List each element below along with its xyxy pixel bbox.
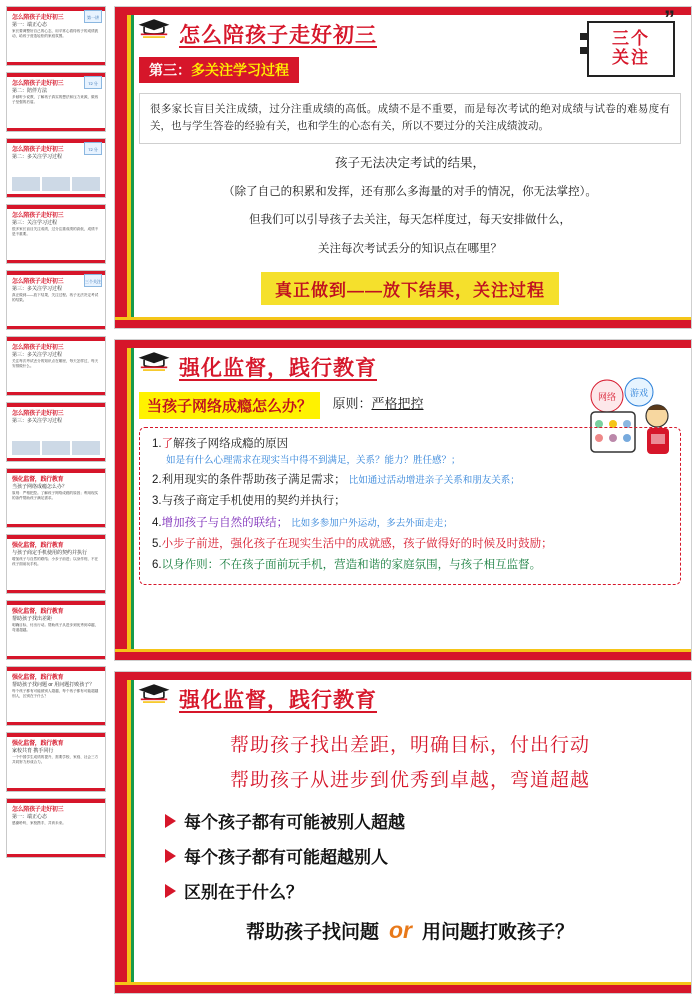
thumbnail-slide-3[interactable] [6, 138, 106, 198]
thumbnail-footer-band [7, 458, 105, 461]
list-item [152, 536, 670, 553]
slide-left-red-bar [115, 7, 127, 328]
thumbnail-image-row [12, 177, 100, 191]
thumbnail-body: 明确目标，付出行动。帮助孩子从进步到优秀到卓越，弯道超越。 [12, 623, 99, 633]
thumbnail-subtitle: 第三：多关注学习过程 [12, 418, 63, 424]
triangle-bullet-icon [165, 884, 176, 898]
triangle-bullet-icon [165, 814, 176, 828]
thumbnail-footer-band [7, 194, 105, 197]
item-note: 如是有什么心理需求在现实当中得不到满足，关系？能力？胜任感？； [166, 454, 461, 466]
slide-2-list-box [139, 427, 681, 586]
slide-bottom-red-bar [115, 985, 691, 993]
slide-viewer [112, 0, 700, 1000]
item-number: 4. [152, 516, 162, 529]
thumbnail-slide-11[interactable] [6, 666, 106, 726]
slide-3-line-2: 帮助孩子从进步到优秀到卓越，弯道超越 [229, 770, 590, 792]
slide-1-final-banner: 真正做到——放下结果，关注过程 [261, 272, 559, 305]
slide-left-green-bar [131, 672, 134, 993]
thumbnail-footer-band [7, 326, 105, 329]
slide-left-red-bar [115, 672, 127, 993]
thumbnail-footer-band [7, 524, 105, 527]
thumbnail-subtitle: 第三：多关注学习过程 [12, 286, 63, 292]
svg-text:游戏: 游戏 [629, 388, 649, 399]
slide-1-center-line-4: 关注每次考试丢分的知识点在哪里？ [318, 242, 502, 255]
slide-1-paragraph: 很多家长盲目关注成绩，过分注重成绩的高低。成绩不是不重要，而是每次考试的绝对成绩与试卷的难易度有关，也与学生答卷的经验有关，也和学生的心态有关，所以不要过分的关注成绩波动。 [139, 93, 681, 144]
item-text: 解孩子网络成瘾的原因 [173, 437, 289, 450]
item-number: 3. [152, 495, 162, 508]
item-text: 增加孩子与自然的联结； [161, 516, 289, 529]
thumbnail-body: 每个孩子都有可能被别人超越，每个孩子都有可能超越别人，区别在于什么？ [12, 689, 99, 699]
callout-line-1: 三个 [612, 29, 650, 49]
item-lead: 了 [161, 437, 174, 450]
thumbnail-subtitle: 第三：多关注学习过程 [12, 352, 63, 358]
item-number: 2. [152, 474, 162, 487]
thumbnail-slide-2[interactable] [6, 72, 106, 132]
slide-2-headline: 强化监督，践行教育 [179, 356, 377, 380]
callout-line-2: 关注 [612, 48, 650, 67]
slide-1-subtitle-bar [139, 57, 299, 83]
thumbnail-body: 感谢聆听，家校携手，共育未来。 [12, 821, 66, 825]
thumbnail-title: 怎么陪孩子走好初三 [12, 81, 64, 87]
slide-3-content [139, 682, 681, 979]
thumbnail-title: 怎么陪孩子走好初三 [12, 213, 64, 219]
item-text: 小步子前进，强化孩子在现实生活中的成就感，孩子做得好的时候及时鼓励； [161, 537, 553, 550]
thumbnail-title: 怎么陪孩子走好初三 [12, 15, 64, 21]
bullet-label: 每个孩子都有可能超越别人 [184, 848, 388, 868]
subtitle-highlight: 多关注学习过程 [191, 62, 289, 78]
quote-mark: ” [664, 6, 677, 31]
thumbnail-footer-band [7, 722, 105, 725]
thumbnail-footer-band [7, 392, 105, 395]
slide-2-question-bar: 当孩子网络成瘾怎么办？ [139, 392, 320, 419]
thumbnail-subtitle: 家校共育 携手同行 [12, 748, 54, 754]
thumbnail-subtitle: 第二：多关注学习过程 [12, 154, 63, 160]
bullet-label: 每个孩子都有可能被别人超越 [184, 813, 405, 833]
principle-value: 严格把控 [371, 395, 424, 411]
list-item [152, 472, 670, 489]
list-item [152, 436, 670, 469]
item-note: 比如通过活动增进亲子关系和朋友关系； [348, 475, 520, 487]
item-text: 与孩子商定手机使用的契约并执行； [161, 495, 346, 508]
slide-left-red-bar [115, 340, 127, 661]
thumbnail-slide-1[interactable] [6, 6, 106, 66]
slide-left-green-bar [131, 340, 134, 661]
thumbnail-slide-7[interactable] [6, 402, 106, 462]
thumbnail-body: 一个中国学生成绩的提升，需要学校、家庭、社会三方共同努力形成合力。 [12, 755, 99, 765]
item-text: 利用现实的条件帮助孩子满足需求； [161, 474, 346, 487]
thumbnail-subtitle: 第二：陪伴方法 [12, 88, 48, 94]
thumbnail-title: 强化监督，践行教育 [12, 609, 64, 615]
thumbnail-footer-band [7, 590, 105, 593]
slide-1-center-line-1: 孩子无法决定考试的结果， [334, 155, 485, 170]
thumbnail-badge: 72 分 [84, 76, 102, 89]
slide-1-center-line-3: 但我们可以引导孩子去关注，每天怎样度过，每天安排做什么， [249, 214, 571, 227]
slide-2-content [139, 350, 681, 647]
thumbnail-slide-6[interactable] [6, 336, 106, 396]
thumbnail-body: 原则：严格把控。了解孩子网络成瘾的原因；利用现实的条件帮助孩子满足需求。 [12, 491, 99, 501]
slide-3-bullet-list [165, 808, 681, 903]
thumbnail-title: 强化监督，践行教育 [12, 543, 64, 549]
thumbnail-subtitle: 第一：端正心态 [12, 22, 48, 28]
item-note: 比如多参加户外运动，多去外面走走； [291, 517, 453, 529]
thumbnail-title: 强化监督，践行教育 [12, 675, 64, 681]
slide-bottom-red-bar [115, 320, 691, 328]
slide-3[interactable] [114, 671, 692, 994]
principle-label: 原则： [332, 395, 372, 411]
thumbnail-title: 强化监督，践行教育 [12, 741, 64, 747]
thumbnail-body: 增加孩子与自然的联结；小步子前进；以身作则，不在孩子面前玩手机。 [12, 557, 99, 567]
thumbnail-footer-band [7, 260, 105, 263]
thumbnail-subtitle: 帮助孩子找问题 or 用问题打败孩子？ [12, 682, 95, 688]
slide-bottom-red-bar [115, 652, 691, 660]
slide-3-headline: 强化监督，践行教育 [179, 689, 377, 713]
thumbnail-subtitle: 第一：端正心态 [12, 814, 48, 820]
thumbnail-body: 多倾听少说教，了解孩子真实的想法和压力来源，做孩子坚强的后盾。 [12, 95, 99, 105]
thumbnail-slide-4[interactable] [6, 204, 106, 264]
item-number: 5. [152, 537, 162, 550]
thumbnail-slide-8[interactable] [6, 468, 106, 528]
svg-text:网络: 网络 [597, 392, 617, 403]
item-text: 以身作则：不在孩子面前玩手机，营造和谐的家庭氛围，与孩子相互监督。 [161, 559, 542, 572]
thumbnail-footer-band [7, 62, 105, 65]
slide-2-principle [332, 393, 423, 412]
triangle-bullet-icon [165, 849, 176, 863]
bullet-item [165, 843, 681, 868]
slide-top-red-bar [115, 7, 691, 15]
subtitle-prefix: 第三： [149, 62, 191, 78]
thumbnail-title: 怎么陪孩子走好初三 [12, 807, 64, 813]
slide-1-headline: 怎么陪孩子走好初三 [179, 24, 377, 47]
slide-1-center-line-2: （除了自己的积累和发挥，还有那么多海量的对手的情况，你无法掌控）。 [223, 185, 597, 198]
thumbnail-badge: 第一讲 [84, 10, 102, 23]
final-right-text: 用问题打败孩子？ [422, 922, 575, 944]
thumbnail-badge: 72 分 [84, 142, 102, 155]
bullet-item [165, 878, 681, 903]
thumbnail-title: 怎么陪孩子走好初三 [12, 411, 64, 417]
thumbnail-body: 关注每次考试丢分的知识点在哪里，每天怎样过，每天安排做什么。 [12, 359, 99, 369]
thumbnail-subtitle: 与孩子商定手机使用的契约并执行 [12, 550, 88, 556]
thumbnail-subtitle: 第三：关注学习过程 [12, 220, 58, 226]
thumbnail-rail[interactable] [0, 0, 112, 1000]
thumbnail-badge: 三个关注 [84, 274, 102, 287]
three-focus-callout [587, 6, 677, 77]
thumbnail-body: 真正做到——放下结果，关注过程。孩子无法决定考试的结果。 [12, 293, 99, 303]
thumbnail-body: 很多家长盲目关注成绩，过分注重成绩的高低，成绩不是不重要。 [12, 227, 99, 237]
slide-left-green-bar [131, 7, 134, 328]
thumbnail-title: 怎么陪孩子走好初三 [12, 345, 64, 351]
thumbnail-slide-5[interactable] [6, 270, 106, 330]
thumbnail-image-row [12, 441, 100, 455]
bullet-item [165, 808, 681, 833]
thumbnail-subtitle: 帮助孩子找出差距 [12, 616, 53, 622]
slide-1-content [139, 6, 681, 314]
thumbnail-title: 怎么陪孩子走好初三 [12, 279, 64, 285]
slide-1[interactable] [114, 6, 692, 329]
slide-3-line-1: 帮助孩子找出差距，明确目标，付出行动 [229, 735, 590, 757]
bullet-label: 区别在于什么？ [184, 883, 303, 903]
item-number: 6. [152, 559, 162, 572]
thumbnail-footer-band [7, 788, 105, 791]
thumbnail-slide-12[interactable] [6, 732, 106, 792]
thumbnail-title: 怎么陪孩子走好初三 [12, 147, 64, 153]
thumbnail-slide-13[interactable] [6, 798, 106, 858]
item-number: 1. [152, 437, 162, 450]
thumbnail-title: 强化监督，践行教育 [12, 477, 64, 483]
final-left-text: 帮助孩子找问题 [245, 922, 379, 944]
thumbnail-slide-9[interactable] [6, 534, 106, 594]
thumbnail-footer-band [7, 854, 105, 857]
thumbnail-body: 家长要调整好自己的心态，用平常心看待孩子的成绩波动，给孩子营造轻松的家庭氛围。 [12, 29, 99, 39]
slide-top-red-bar [115, 672, 691, 680]
final-or-text: or [389, 917, 412, 944]
list-item [152, 557, 670, 574]
thumbnail-subtitle: 当孩子网络成瘾怎么办？ [12, 484, 68, 490]
thumbnail-footer-band [7, 128, 105, 131]
list-item [152, 515, 670, 532]
slide-3-final-line [139, 917, 681, 944]
thumbnail-slide-10[interactable] [6, 600, 106, 660]
thumbnail-footer-band [7, 656, 105, 659]
list-item [152, 493, 670, 510]
slide-top-red-bar [115, 340, 691, 348]
slide-2[interactable] [114, 339, 692, 662]
